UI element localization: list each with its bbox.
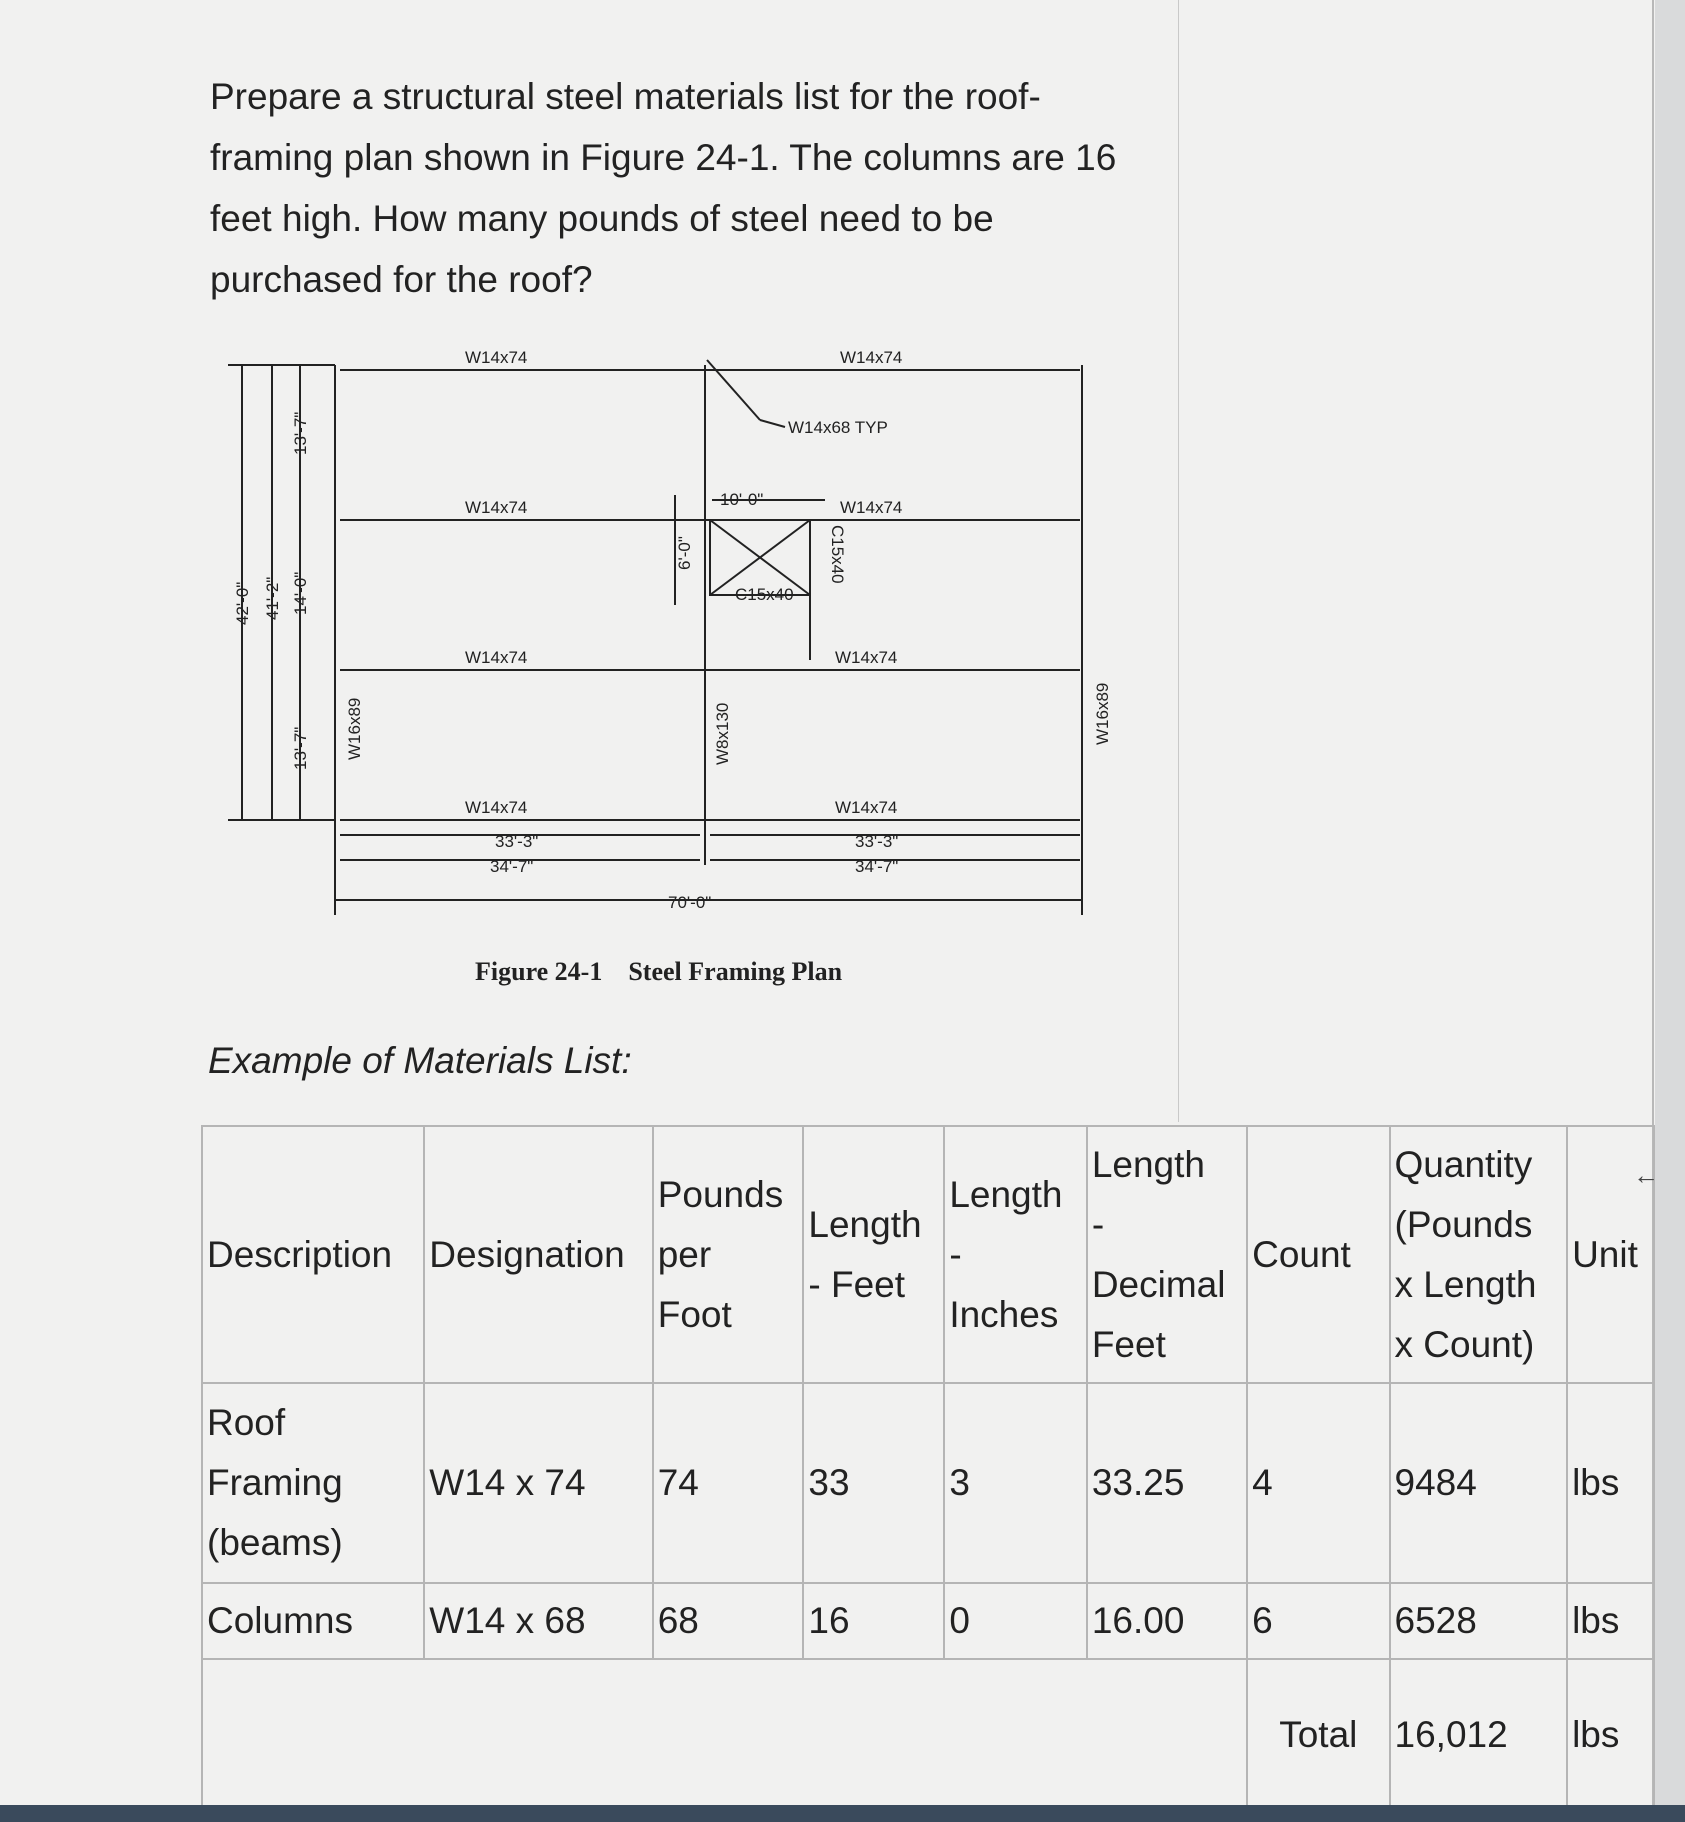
cell-ppf: 68: [653, 1583, 804, 1659]
cell-quantity: 6528: [1390, 1583, 1568, 1659]
taskbar-strip: [0, 1805, 1685, 1822]
header-length-decimal: Length - Decimal Feet: [1087, 1126, 1247, 1383]
column-label: W8x130: [713, 702, 732, 765]
cell-designation: W14 x 74: [424, 1383, 652, 1583]
vertical-dim: 13'-7": [291, 411, 310, 455]
horizontal-dim: 34'-7": [855, 857, 899, 876]
column-label: W16x89: [1093, 682, 1112, 745]
horizontal-dim: 34'-7": [490, 857, 534, 876]
table-row: [202, 1383, 1654, 1583]
beam-label: W14x74: [840, 348, 903, 367]
vertical-dim: 42'-0": [233, 581, 252, 625]
cell-unit: lbs: [1567, 1583, 1654, 1659]
header-count: Count: [1247, 1126, 1389, 1383]
question-text: Prepare a structural steel materials list for the roof-framing plan shown in Figure 24-1. The columns are 16 feet high. How many pounds of steel need to be purchased for the roof?: [210, 76, 1117, 300]
cell-feet: 33: [803, 1383, 944, 1583]
header-designation: Designation: [424, 1126, 652, 1383]
cell-unit: lbs: [1567, 1383, 1654, 1583]
beam-label: W14x74: [465, 498, 528, 517]
cell-count: 4: [1247, 1383, 1389, 1583]
beam-label: W14x74: [465, 348, 528, 367]
header-row: [202, 1126, 1654, 1383]
opening-width-dim: 10'-0": [720, 490, 764, 509]
header-length-feet: Length - Feet: [803, 1126, 944, 1383]
cell-inches: 0: [944, 1583, 1087, 1659]
cell-description: Roof Framing (beams): [202, 1383, 424, 1583]
channel-label: C15x40: [828, 525, 847, 584]
beam-label: W14x74: [465, 648, 528, 667]
vertical-dim: 41'-2": [263, 576, 282, 620]
header-quantity: Quantity (Pounds x Length x Count): [1390, 1126, 1568, 1383]
cell-inches: 3: [944, 1383, 1087, 1583]
cell-count: 6: [1247, 1583, 1389, 1659]
cell-decimal: 16.00: [1087, 1583, 1247, 1659]
column-label: W16x89: [345, 697, 364, 760]
header-pounds-per-foot: Pounds per Foot: [653, 1126, 804, 1383]
cell-description: Columns: [202, 1583, 424, 1659]
example-label: Example of Materials List:: [208, 1040, 632, 1081]
total-row: [202, 1659, 1654, 1811]
header-unit: Unit: [1567, 1126, 1654, 1383]
beam-label: W14x74: [840, 498, 903, 517]
vertical-dim: 14'-0": [291, 571, 310, 615]
table-row: [202, 1583, 1654, 1659]
total-unit: lbs: [1567, 1659, 1654, 1811]
total-label: Total: [1247, 1659, 1389, 1811]
steel-framing-plan: [220, 325, 1112, 1025]
caption-title: Steel Framing Plan: [628, 957, 843, 986]
horizontal-dim: 33'-3": [495, 832, 539, 851]
cell-decimal: 33.25: [1087, 1383, 1247, 1583]
beam-label: W14x74: [835, 798, 898, 817]
cell-designation: W14 x 68: [424, 1583, 652, 1659]
cell-feet: 16: [803, 1583, 944, 1659]
figure-caption: [475, 957, 868, 987]
horizontal-dim: 33'-3": [855, 832, 899, 851]
header-length-inches: Length - Inches: [944, 1126, 1087, 1383]
materials-table: [201, 1125, 1655, 1812]
left-arrow-icon: ←: [1633, 1160, 1659, 1190]
cell-ppf: 74: [653, 1383, 804, 1583]
cell-quantity: 9484: [1390, 1383, 1568, 1583]
typical-beam-label: W14x68 TYP: [788, 418, 888, 437]
page-divider: [1178, 0, 1179, 1122]
total-spacer: [202, 1659, 1247, 1811]
vertical-dim: 13'-7": [291, 726, 310, 770]
overall-width-dim: 70'-0": [668, 893, 712, 912]
header-description: Description: [202, 1126, 424, 1383]
channel-label: C15x40: [735, 585, 794, 604]
beam-label: W14x74: [835, 648, 898, 667]
opening-height-dim: 6'-0": [675, 536, 694, 570]
beam-label: W14x74: [465, 798, 528, 817]
caption-number: Figure 24-1: [475, 957, 603, 986]
total-value: 16,012: [1390, 1659, 1568, 1811]
